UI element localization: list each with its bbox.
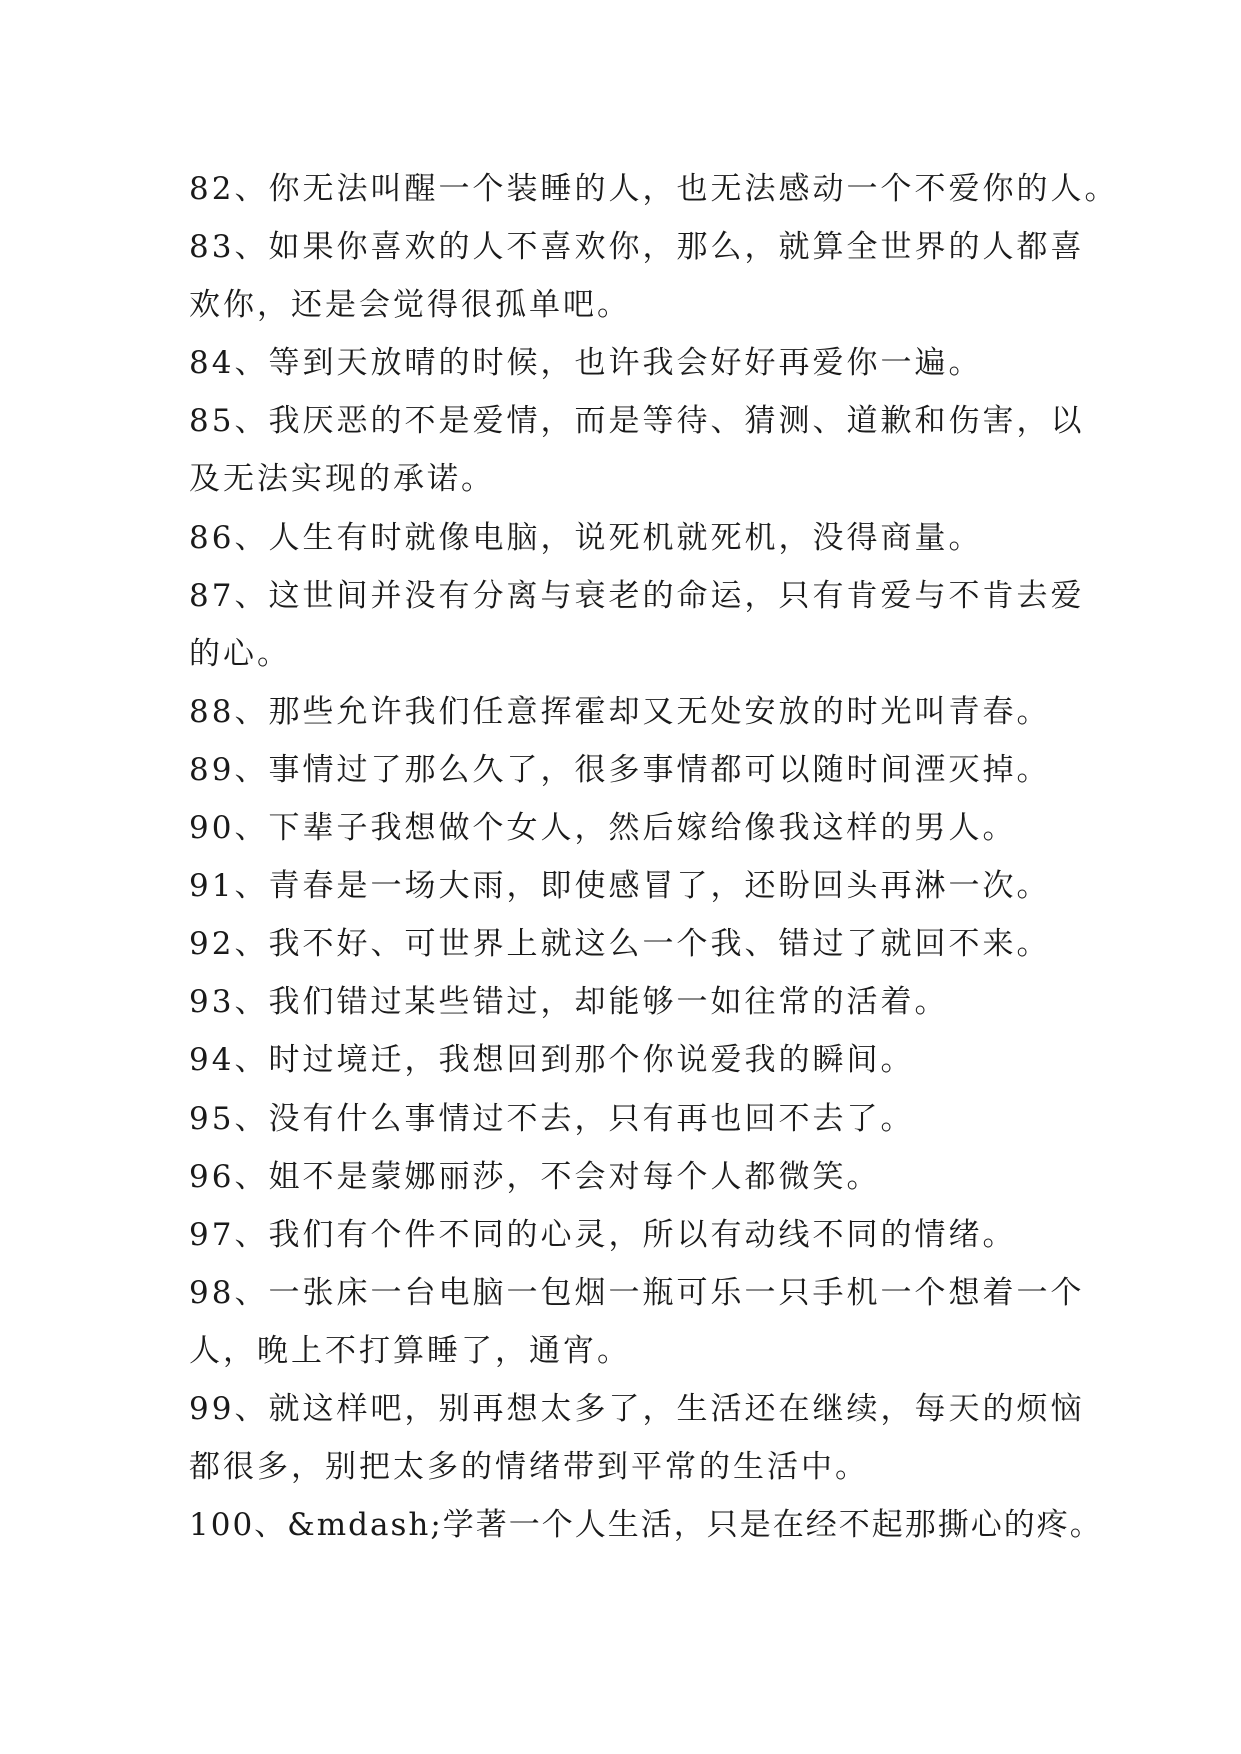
text-line: 人，晚上不打算睡了，通宵。 [189, 1332, 631, 1369]
list-item [189, 1031, 1069, 1089]
list-item [189, 1264, 1085, 1380]
text-line: 90、下辈子我想做个女人，然后嫁给像我这样的男人。 [189, 810, 1017, 847]
text-line: 87、这世间并没有分离与衰老的命运，只有肯爱与不肯去爱 [189, 577, 1085, 614]
text-line: 98、一张床一台电脑一包烟一瓶可乐一只手机一个想着一个 [189, 1274, 1085, 1311]
list-item [189, 857, 1069, 915]
list-item [189, 1090, 1069, 1148]
list-item [189, 741, 1069, 799]
document-page [189, 160, 1119, 1554]
text-line: 83、如果你喜欢的人不喜欢你，那么，就算全世界的人都喜 [189, 229, 1085, 266]
list-item [189, 1380, 1085, 1496]
text-line: 85、我厌恶的不是爱情，而是等待、猜测、道歉和伤害，以 [189, 403, 1085, 440]
list-item [189, 567, 1085, 683]
text-line: 84、等到天放晴的时候，也许我会好好再爱你一遍。 [189, 345, 983, 382]
list-item [189, 334, 1069, 392]
text-line: 89、事情过了那么久了，很多事情都可以随时间湮灭掉。 [189, 751, 1051, 788]
list-item [189, 509, 1069, 567]
text-line: 94、时过境迁，我想回到那个你说爱我的瞬间。 [189, 1042, 915, 1079]
text-line: 93、我们错过某些错过，却能够一如往常的活着。 [189, 984, 949, 1021]
text-line: 86、人生有时就像电脑，说死机就死机，没得商量。 [189, 519, 983, 556]
list-item [189, 973, 1069, 1031]
text-line: 99、就这样吧，别再想太多了，生活还在继续，每天的烦恼 [189, 1390, 1085, 1427]
text-line: 及无法实现的承诺。 [189, 461, 495, 498]
text-line: 欢你，还是会觉得很孤单吧。 [189, 287, 631, 324]
text-line: 96、姐不是蒙娜丽莎，不会对每个人都微笑。 [189, 1158, 881, 1195]
list-item [189, 1496, 1103, 1554]
list-item [189, 392, 1085, 508]
list-item [189, 683, 1069, 741]
text-line: 97、我们有个件不同的心灵，所以有动线不同的情绪。 [189, 1216, 1017, 1253]
list-item [189, 799, 1069, 857]
list-item [189, 218, 1085, 334]
text-line: 都很多，别把太多的情绪带到平常的生活中。 [189, 1449, 869, 1486]
text-line: 92、我不好、可世界上就这么一个我、错过了就回不来。 [189, 926, 1051, 963]
list-item [189, 1148, 1069, 1206]
text-line: 91、青春是一场大雨，即使感冒了，还盼回头再淋一次。 [189, 868, 1051, 905]
list-item [189, 915, 1069, 973]
text-line: 的心。 [189, 635, 291, 672]
text-line: 100、&mdash;学著一个人生活，只是在经不起那撕心的疼。 [189, 1507, 1103, 1544]
text-line: 82、你无法叫醒一个装睡的人，也无法感动一个不爱你的人。 [189, 171, 1119, 207]
text-line: 88、那些允许我们任意挥霍却又无处安放的时光叫青春。 [189, 693, 1051, 730]
list-item [189, 1206, 1069, 1264]
list-item [189, 160, 1119, 218]
text-line: 95、没有什么事情过不去，只有再也回不去了。 [189, 1100, 915, 1137]
